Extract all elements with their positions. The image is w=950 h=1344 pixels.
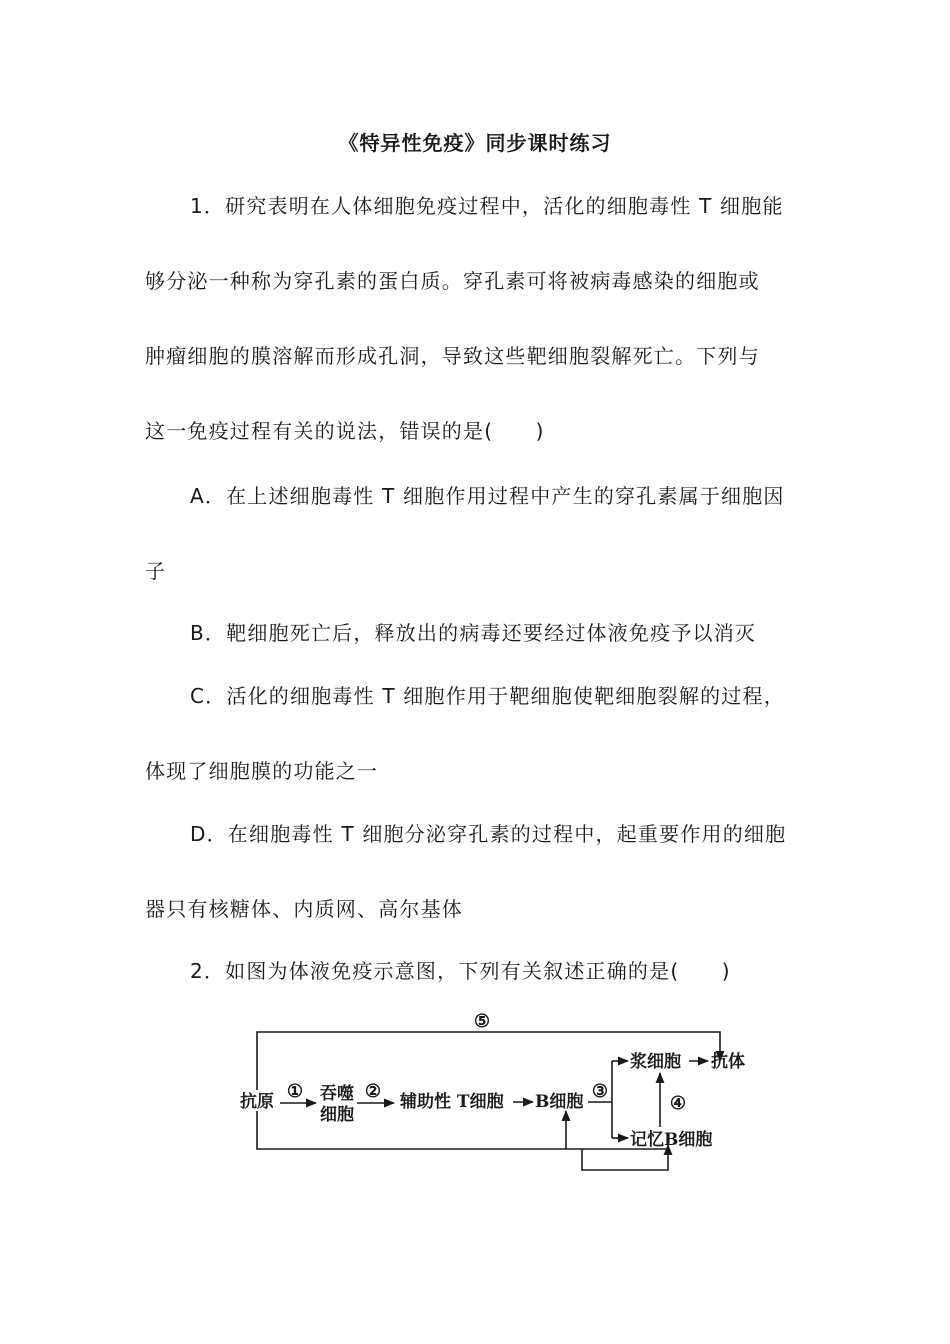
- phagocyte-node-line-1: 吞噬: [320, 1084, 354, 1104]
- humoral-immunity-diagram: [230, 1005, 760, 1185]
- phagocyte-node-line-2: 细胞: [320, 1105, 354, 1125]
- q1-stem-line-1: 1．研究表明在人体细胞免疫过程中，活化的细胞毒性 T 细胞能: [190, 194, 784, 218]
- memory-b-cell-node: 记忆B细胞: [630, 1130, 713, 1150]
- q1-option-a-line-2: 子: [145, 559, 167, 583]
- q1-stem-line-2: 够分泌一种称为穿孔素的蛋白质。穿孔素可将被病毒感染的细胞或: [145, 269, 760, 293]
- q2-stem: 2．如图为体液免疫示意图，下列有关叙述正确的是( ): [190, 959, 731, 983]
- bottom-loop-line: [257, 1111, 668, 1149]
- q1-option-d-line-2: 器只有核糖体、内质网、高尔基体: [145, 897, 463, 921]
- antigen-node: 抗原: [240, 1092, 274, 1112]
- step-5-label: ⑤: [473, 1011, 491, 1032]
- plasma-cell-node: 浆细胞: [630, 1052, 681, 1072]
- helper-t-cell-node: 辅助性 T细胞: [400, 1092, 504, 1112]
- q1-option-b: B．靶细胞死亡后，释放出的病毒还要经过体液免疫予以消灭: [190, 621, 757, 645]
- q1-option-c-line-2: 体现了细胞膜的功能之一: [145, 759, 379, 783]
- step-3-label: ③: [591, 1081, 609, 1102]
- antibody-node: 抗体: [711, 1052, 745, 1072]
- step-1-label: ①: [286, 1081, 304, 1102]
- step-4-label: ④: [669, 1093, 687, 1114]
- q1-stem-line-4: 这一免疫过程有关的说法，错误的是( ): [145, 419, 545, 443]
- q1-option-c-line-1: C．活化的细胞毒性 T 细胞作用于靶细胞使靶细胞裂解的过程，: [190, 684, 785, 708]
- q1-option-d-line-1: D．在细胞毒性 T 细胞分泌穿孔素的过程中，起重要作用的细胞: [190, 822, 787, 846]
- b-cell-node: B细胞: [535, 1092, 584, 1112]
- q1-stem-line-3: 肿瘤细胞的膜溶解而形成孔洞，导致这些靶细胞裂解死亡。下列与: [145, 344, 760, 368]
- page-title: 《特异性免疫》同步课时练习: [338, 131, 612, 155]
- q1-option-a-line-1: A．在上述细胞毒性 T 细胞作用过程中产生的穿孔素属于细胞因: [190, 484, 785, 508]
- step-2-label: ②: [364, 1081, 382, 1102]
